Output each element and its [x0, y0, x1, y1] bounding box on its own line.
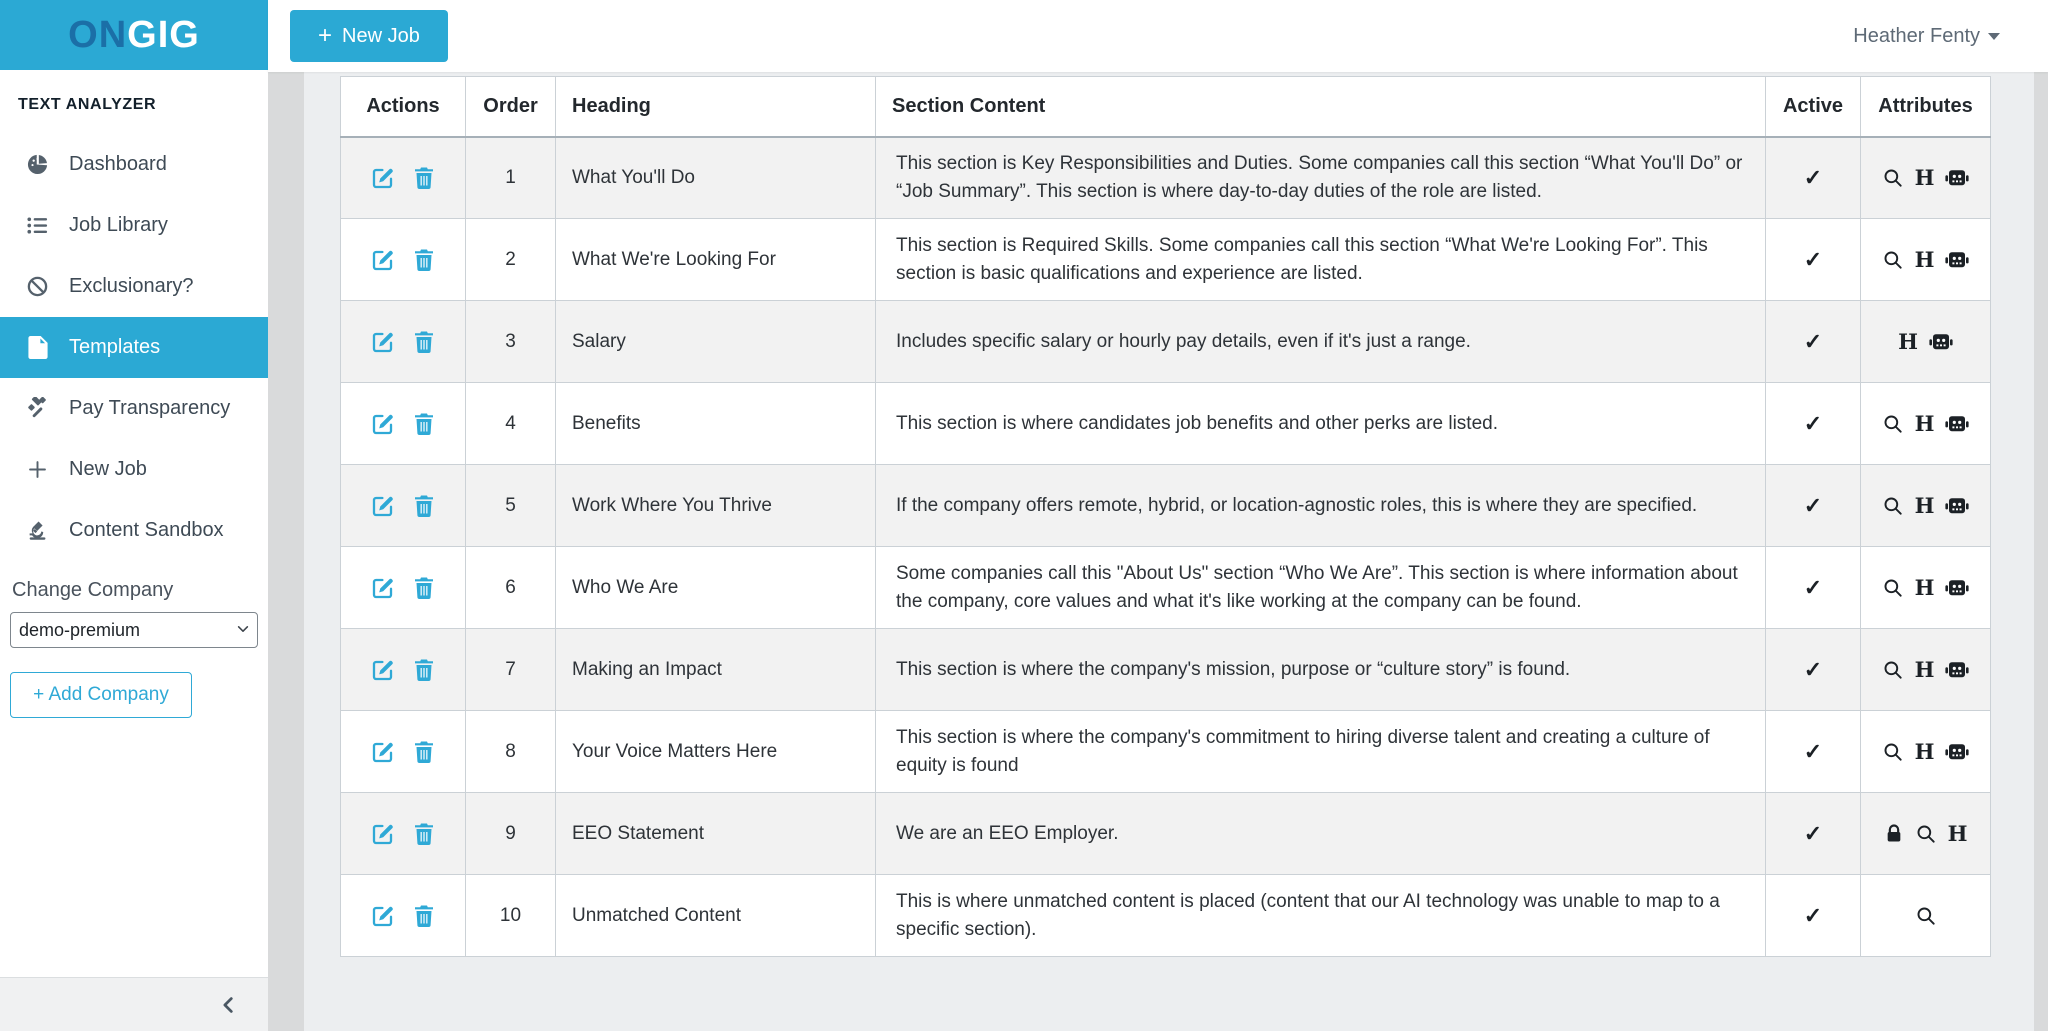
- list-icon: [25, 214, 50, 238]
- attributes-cell: [1861, 793, 1991, 875]
- table-row: [341, 301, 1991, 383]
- order-cell: 1: [466, 137, 556, 219]
- section-content-cell: Some companies call this "About Us" section “Who We Are”. This section is where information about the company, core values and what it's like working at the company can be found.: [876, 547, 1766, 629]
- active-cell: [1766, 137, 1861, 219]
- order-cell: 9: [466, 793, 556, 875]
- order-cell: 2: [466, 219, 556, 301]
- logo-on-text: ON: [68, 13, 128, 56]
- file-icon: [25, 336, 50, 360]
- edit-icon[interactable]: [371, 904, 395, 928]
- table-row: [341, 383, 1991, 465]
- robot-icon: [1945, 413, 1969, 434]
- sidebar-item-content-sandbox[interactable]: Content Sandbox: [0, 500, 268, 561]
- check-icon: ✓: [1803, 820, 1823, 846]
- sidebar-section-label: TEXT ANALYZER: [18, 96, 157, 113]
- delete-icon[interactable]: [413, 330, 435, 354]
- heading-cell: Who We Are: [556, 547, 876, 629]
- actions-cell: [341, 219, 466, 301]
- table-row: [341, 875, 1991, 957]
- ban-icon: [25, 275, 50, 299]
- attributes-cell: [1861, 383, 1991, 465]
- order-cell: 8: [466, 711, 556, 793]
- attributes-cell: [1861, 547, 1991, 629]
- check-icon: ✓: [1803, 164, 1823, 190]
- heading-icon: H: [1914, 657, 1935, 682]
- search-icon: [1882, 167, 1904, 189]
- sidebar-item-dashboard[interactable]: Dashboard: [0, 134, 268, 195]
- heading-cell: Benefits: [556, 383, 876, 465]
- order-cell: 5: [466, 465, 556, 547]
- table-row: [341, 219, 1991, 301]
- topbar: [268, 0, 2048, 72]
- actions-cell: [341, 711, 466, 793]
- active-cell: [1766, 547, 1861, 629]
- active-cell: [1766, 383, 1861, 465]
- attributes-cell: [1861, 711, 1991, 793]
- search-icon: [1882, 577, 1904, 599]
- add-company-label: + Add Company: [33, 684, 169, 705]
- sidebar-footer: [0, 977, 268, 1031]
- search-icon: [1882, 741, 1904, 763]
- robot-icon: [1945, 249, 1969, 270]
- sidebar-scrollbar[interactable]: [268, 72, 304, 1031]
- check-icon: ✓: [1803, 246, 1823, 272]
- heading-icon: H: [1914, 493, 1935, 518]
- heading-cell: Salary: [556, 301, 876, 383]
- user-name: Heather Fenty: [1853, 24, 1980, 47]
- edit-icon[interactable]: [371, 494, 395, 518]
- check-icon: ✓: [1803, 410, 1823, 436]
- column-header-heading: Heading: [556, 77, 876, 137]
- column-header-actions: Actions: [341, 77, 466, 137]
- heading-icon: H: [1914, 411, 1935, 436]
- check-icon: ✓: [1803, 738, 1823, 764]
- actions-cell: [341, 547, 466, 629]
- table-row: [341, 547, 1991, 629]
- heading-cell: Making an Impact: [556, 629, 876, 711]
- search-icon: [1882, 249, 1904, 271]
- active-cell: [1766, 711, 1861, 793]
- content-area: [268, 72, 2048, 957]
- table-header-row: [341, 77, 1991, 137]
- column-header-active: Active: [1766, 77, 1861, 137]
- change-company-block: [0, 579, 268, 718]
- section-content-cell: Includes specific salary or hourly pay details, even if it's just a range.: [876, 301, 1766, 383]
- check-icon: ✓: [1803, 574, 1823, 600]
- table-row: [341, 137, 1991, 219]
- section-content-cell: This section is where candidates job benefits and other perks are listed.: [876, 383, 1766, 465]
- active-cell: [1766, 793, 1861, 875]
- search-icon: [1915, 823, 1937, 845]
- sidebar-nav: [0, 134, 268, 561]
- order-cell: 10: [466, 875, 556, 957]
- order-cell: 7: [466, 629, 556, 711]
- actions-cell: [341, 465, 466, 547]
- section-content-cell: If the company offers remote, hybrid, or location-agnostic roles, this is where they are specified.: [876, 465, 1766, 547]
- edit-icon[interactable]: [371, 166, 395, 190]
- delete-icon[interactable]: [413, 494, 435, 518]
- check-icon: ✓: [1803, 328, 1823, 354]
- actions-cell: [341, 793, 466, 875]
- add-company-button[interactable]: [10, 672, 192, 718]
- plus-icon: [25, 458, 50, 482]
- company-select[interactable]: [10, 612, 258, 648]
- page-scrollbar[interactable]: [2034, 72, 2048, 1031]
- new-job-button[interactable]: [290, 10, 448, 62]
- heading-icon: H: [1914, 165, 1935, 191]
- heading-cell: Unmatched Content: [556, 875, 876, 957]
- edit-icon[interactable]: [371, 658, 395, 682]
- actions-cell: [341, 137, 466, 219]
- attributes-cell: [1861, 465, 1991, 547]
- column-header-attributes: Attributes: [1861, 77, 1991, 137]
- edit-icon[interactable]: [371, 248, 395, 272]
- check-icon: ✓: [1803, 902, 1823, 928]
- user-menu[interactable]: [1853, 25, 2000, 48]
- main-area: [268, 0, 2048, 1031]
- attributes-cell: [1861, 875, 1991, 957]
- check-icon: ✓: [1803, 656, 1823, 682]
- robot-icon: [1945, 741, 1969, 762]
- table-row: [341, 711, 1991, 793]
- dashboard-icon: [25, 153, 50, 177]
- delete-icon[interactable]: [413, 166, 435, 190]
- templates-table: [340, 76, 1991, 957]
- heading-cell: What We're Looking For: [556, 219, 876, 301]
- sidebar-item-new-job[interactable]: New Job: [0, 439, 268, 500]
- delete-icon[interactable]: [413, 658, 435, 682]
- active-cell: [1766, 219, 1861, 301]
- order-cell: 6: [466, 547, 556, 629]
- heading-icon: H: [1914, 247, 1935, 272]
- heading-cell: Your Voice Matters Here: [556, 711, 876, 793]
- actions-cell: [341, 629, 466, 711]
- robot-icon: [1929, 331, 1953, 352]
- attributes-cell: [1861, 137, 1991, 219]
- sidebar: [0, 0, 268, 1031]
- section-content-cell: This section is where the company's commitment to hiring diverse talent and creating a culture of equity is found: [876, 711, 1766, 793]
- active-cell: [1766, 301, 1861, 383]
- chevron-left-icon: [218, 994, 240, 1016]
- order-cell: 4: [466, 383, 556, 465]
- delete-icon[interactable]: [413, 576, 435, 600]
- active-cell: [1766, 875, 1861, 957]
- plus-icon: +: [318, 22, 333, 49]
- heading-icon: H: [1914, 575, 1935, 600]
- heading-cell: Work Where You Thrive: [556, 465, 876, 547]
- delete-icon[interactable]: [413, 248, 435, 272]
- section-content-cell: This section is where the company's mission, purpose or “culture story” is found.: [876, 629, 1766, 711]
- heading-cell: What You'll Do: [556, 137, 876, 219]
- actions-cell: [341, 301, 466, 383]
- heading-icon: H: [1898, 329, 1918, 354]
- actions-cell: [341, 383, 466, 465]
- table-row: [341, 629, 1991, 711]
- order-cell: 3: [466, 301, 556, 383]
- caret-down-icon: [1988, 33, 2000, 40]
- company-select-wrap: [10, 612, 258, 648]
- table-row: [341, 793, 1991, 875]
- active-cell: [1766, 629, 1861, 711]
- edit-icon[interactable]: [371, 822, 395, 846]
- robot-icon: [1945, 495, 1969, 516]
- attributes-cell: [1861, 629, 1991, 711]
- delete-icon[interactable]: [413, 822, 435, 846]
- column-header-order: Order: [466, 77, 556, 137]
- new-job-button-label: New Job: [342, 24, 420, 47]
- section-content-cell: We are an EEO Employer.: [876, 793, 1766, 875]
- sidebar-item-pay-transparency[interactable]: Pay Transparency: [0, 378, 268, 439]
- heading-icon: H: [1914, 739, 1935, 764]
- microscope-icon: [25, 519, 50, 543]
- gavel-icon: [25, 397, 50, 421]
- search-icon: [1915, 905, 1937, 927]
- sidebar-item-job-library[interactable]: Job Library: [0, 195, 268, 256]
- section-content-cell: This is where unmatched content is placed (content that our AI technology was unable to map to a specific section).: [876, 875, 1766, 957]
- column-header-section-content: Section Content: [876, 77, 1766, 137]
- search-icon: [1882, 659, 1904, 681]
- collapse-sidebar-button[interactable]: [218, 994, 240, 1016]
- active-cell: [1766, 465, 1861, 547]
- table-row: [341, 465, 1991, 547]
- delete-icon[interactable]: [413, 904, 435, 928]
- check-icon: ✓: [1803, 492, 1823, 518]
- robot-icon: [1945, 659, 1969, 680]
- edit-icon[interactable]: [371, 330, 395, 354]
- delete-icon[interactable]: [413, 740, 435, 764]
- attributes-cell: [1861, 301, 1991, 383]
- heading-icon: H: [1947, 821, 1968, 846]
- actions-cell: [341, 875, 466, 957]
- section-content-cell: This section is Key Responsibilities and Duties. Some companies call this section “What You'll Do” or “Job Summary”. This section is where day-to-day duties of the role are listed.: [876, 137, 1766, 219]
- robot-icon: [1945, 577, 1969, 598]
- search-icon: [1882, 413, 1904, 435]
- sidebar-item-exclusionary[interactable]: Exclusionary?: [0, 256, 268, 317]
- edit-icon[interactable]: [371, 412, 395, 436]
- search-icon: [1882, 495, 1904, 517]
- heading-cell: EEO Statement: [556, 793, 876, 875]
- delete-icon[interactable]: [413, 412, 435, 436]
- change-company-label: Change Company: [12, 579, 174, 601]
- robot-icon: [1945, 167, 1969, 188]
- sidebar-item-templates[interactable]: Templates: [0, 317, 268, 378]
- attributes-cell: [1861, 219, 1991, 301]
- edit-icon[interactable]: [371, 576, 395, 600]
- edit-icon[interactable]: [371, 740, 395, 764]
- ongig-logo: [0, 0, 268, 70]
- lock-icon: [1884, 823, 1904, 845]
- logo-gig-text: GIG: [127, 13, 200, 56]
- section-content-cell: This section is Required Skills. Some companies call this section “What We're Looking For”. This section is basic qualifications and experience are listed.: [876, 219, 1766, 301]
